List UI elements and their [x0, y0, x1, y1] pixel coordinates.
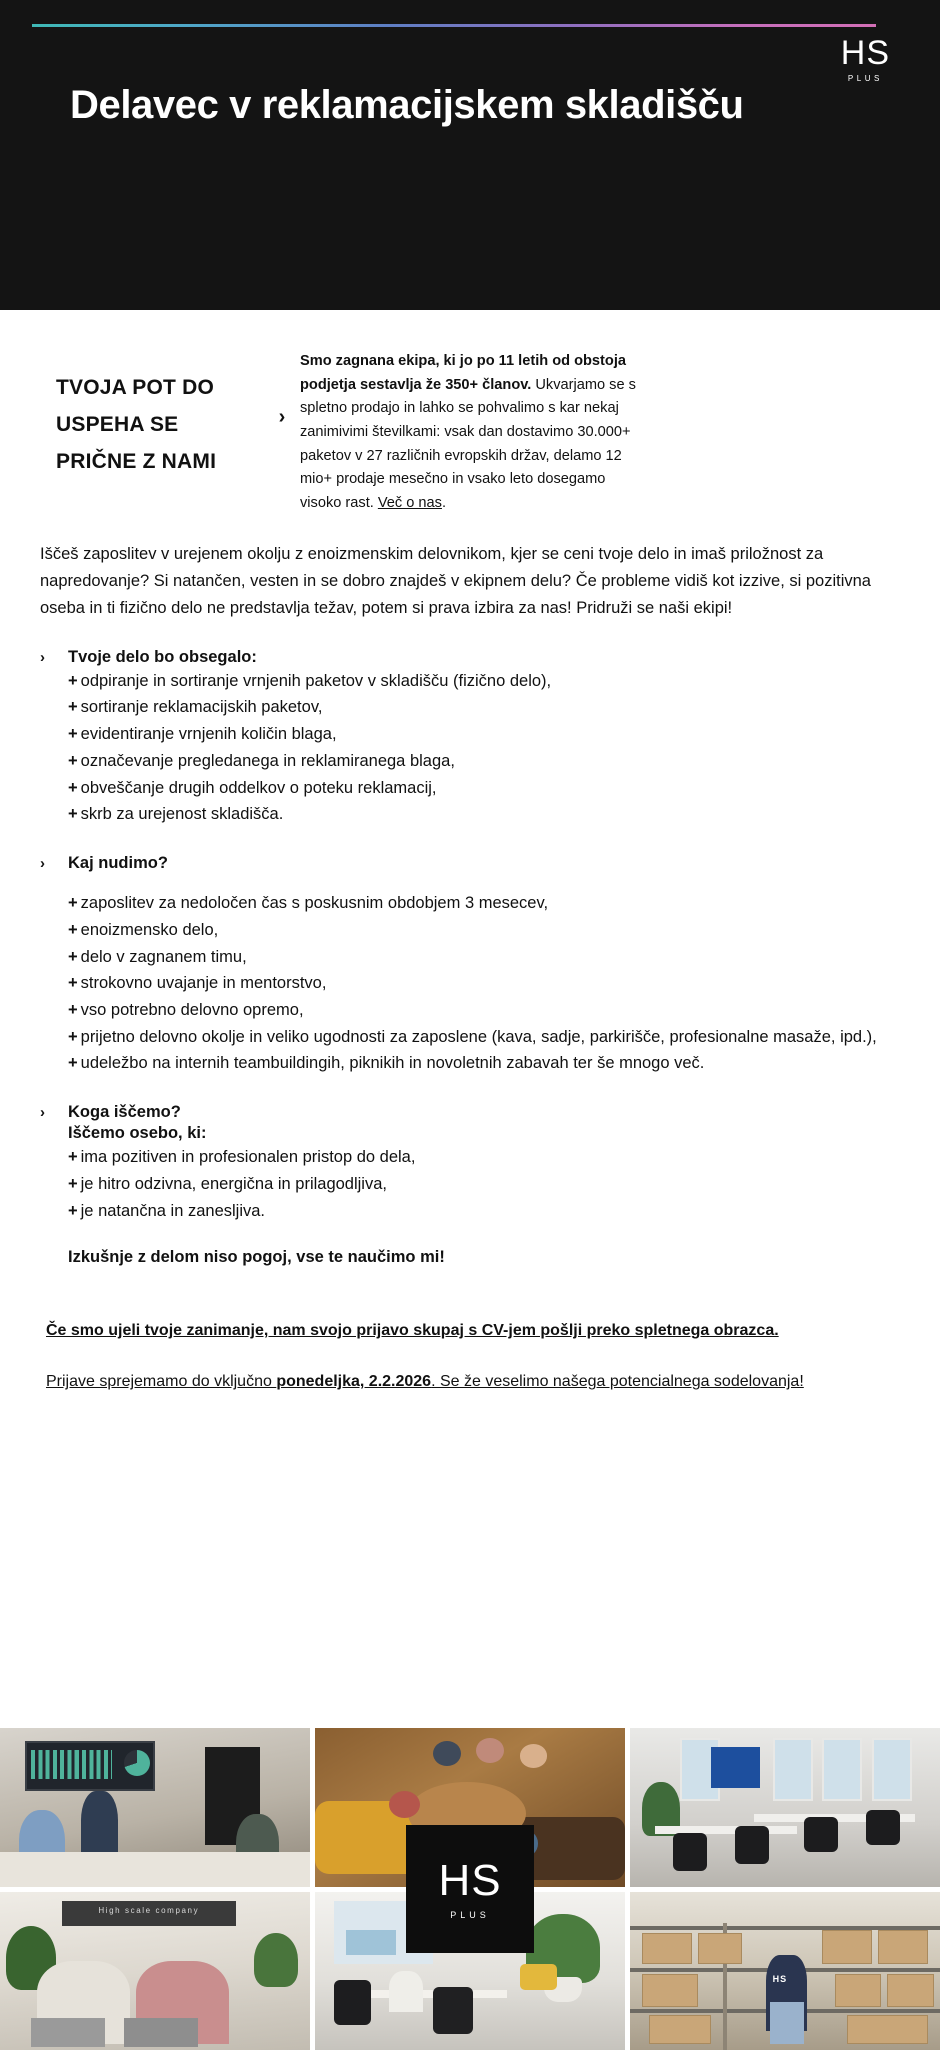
list-item — [68, 722, 900, 748]
logo-sub-text: PLUS — [847, 74, 883, 83]
plus-bullet-icon: + — [68, 1148, 78, 1167]
photo-gallery — [0, 1728, 940, 2050]
intro-lead-end: . — [441, 494, 447, 511]
list-item — [68, 1025, 900, 1051]
worker-jeans — [770, 2002, 804, 2043]
list-item-label: je natančna in zanesljiva. — [80, 1201, 266, 1220]
laptop — [31, 2018, 105, 2047]
intro-tagline: TVOJA POT DO USPEHA SE PRIČNE Z NAMI — [56, 376, 217, 473]
gallery-photo-team-meeting — [0, 1728, 310, 1887]
body-content — [0, 541, 940, 1395]
list-item-label: delo v zagnanem timu, — [80, 947, 247, 966]
plus-bullet-icon: + — [68, 974, 78, 993]
list-item-label: strokovno uvajanje in mentorstvo, — [80, 974, 327, 993]
deadline-prefix: Prijave sprejemamo do vključno — [46, 1373, 277, 1391]
office-chair — [866, 1810, 900, 1845]
list-item — [68, 1051, 900, 1077]
intro-section — [0, 310, 940, 515]
application-deadline[interactable] — [40, 1370, 900, 1395]
section-who-we-seek — [40, 1103, 900, 1224]
list-item — [68, 945, 900, 971]
cardboard-box — [835, 1974, 882, 2007]
cardboard-box — [878, 1930, 928, 1965]
intro-lead-bold: Smo zagnana ekipa, ki jo po 11 letih od obstoja podjetja sestavlja že 350+ članov. — [300, 353, 626, 393]
hoodie-logo-text: HS — [772, 1973, 788, 1984]
list-item — [68, 669, 900, 695]
deadline-date: ponedeljka, 2.2.2026 — [276, 1373, 432, 1391]
apply-cta-link[interactable]: Če smo ujeli tvoje zanimanje, nam svojo prijavo skupaj s CV-jem pošlji preko spletnega obrazca. — [46, 1322, 779, 1340]
chevron-right-icon: › — [278, 406, 286, 428]
cardboard-box — [847, 2015, 928, 2044]
chevron-right-icon: › — [40, 1104, 45, 1122]
person-silhouette — [476, 1738, 504, 1763]
bar-chart-icon — [31, 1750, 112, 1779]
laptop — [124, 2018, 198, 2047]
page-header — [0, 0, 940, 310]
list-item-label: je hitro odzivna, energična in prilagodljiva, — [80, 1174, 387, 1193]
list-item — [68, 749, 900, 775]
about-us-link[interactable]: Več o nas — [377, 494, 442, 511]
list-item-label: sortiranje reklamacijskih paketov, — [80, 698, 323, 717]
wall-display — [711, 1747, 761, 1788]
cardboard-box — [642, 1974, 698, 2007]
intro-lead-rest: Ukvarjamo se s spletno prodajo in lahko se pohvalimo s kar nekaj zanimivimi številkami: vsak dan dostavimo 30.000+ paketov v 27 različnih evropskih držav, delamo 12 mio+ prodaje mesečno in vsako leto dosegamo visoko rast. — [300, 376, 636, 511]
list-item — [68, 695, 900, 721]
cardboard-box — [642, 1933, 692, 1965]
plus-bullet-icon: + — [68, 1054, 78, 1073]
list-item — [68, 1172, 900, 1198]
list-item — [68, 891, 900, 917]
gallery-photo-warehouse — [630, 1892, 940, 2050]
list-item — [68, 971, 900, 997]
list-item-label: zaposlitev za nedoločen čas s poskusnim obdobjem 3 mesecev, — [80, 894, 549, 913]
intro-paragraph — [300, 348, 640, 515]
potted-plant — [254, 1933, 297, 1987]
deadline-suffix: . Se že veselimo našega potencialnega sodelovanja! — [431, 1373, 804, 1391]
window — [872, 1738, 912, 1801]
section-subheading: Iščemo osebo, ki: — [68, 1124, 207, 1143]
chevron-right-icon: › — [40, 648, 45, 666]
pie-chart-icon — [124, 1750, 150, 1776]
office-chair — [735, 1826, 769, 1864]
logo-sub-text: PLUS — [450, 1909, 490, 1920]
meeting-table — [0, 1852, 310, 1887]
list-item-label: vso potrebno delovno opremo, — [80, 1000, 304, 1019]
plus-bullet-icon: + — [68, 1000, 78, 1019]
gallery-center-logo — [406, 1825, 534, 1953]
list-item — [68, 998, 900, 1024]
office-chair — [334, 1980, 371, 2024]
list-item-label: odpiranje in sortiranje vrnjenih paketov v skladišču (fizično delo), — [80, 671, 552, 690]
person-silhouette — [389, 1971, 423, 2012]
plus-bullet-icon: + — [68, 1027, 78, 1046]
gallery-photo-open-office — [630, 1728, 940, 1887]
no-experience-statement: Izkušnje z delom niso pogoj, vse te naučimo mi! — [68, 1248, 445, 1267]
section-heading-label: Tvoje delo bo obsegalo: — [68, 647, 257, 666]
section-heading-offer — [40, 854, 900, 873]
list-item-label: evidentiranje vrnjenih količin blaga, — [80, 725, 337, 744]
plus-bullet-icon: + — [68, 698, 78, 717]
list-item — [68, 802, 900, 828]
chevron-right-icon: › — [40, 855, 45, 873]
office-chair — [673, 1833, 707, 1871]
list-item-label: ima pozitiven in profesionalen pristop do dela, — [80, 1148, 416, 1167]
list-item-label: označevanje pregledanega in reklamiranega blaga, — [80, 751, 455, 770]
list-item — [68, 918, 900, 944]
list-item — [68, 1145, 900, 1171]
gallery-photo-colleagues-laptops — [0, 1892, 310, 2050]
list-item — [68, 776, 900, 802]
list-item-label: obveščanje drugih oddelkov o poteku reklamacij, — [80, 778, 437, 797]
yellow-armchair — [520, 1964, 557, 1989]
section-heading-duties — [40, 648, 900, 667]
cardboard-box — [887, 1974, 934, 2007]
section-heading-label: Kaj nudimo? — [68, 854, 168, 873]
section-duties — [40, 648, 900, 828]
list-item-label: prijetno delovno okolje in veliko ugodnosti za zaposlene (kava, sadje, parkirišče, profesionalne masaže, ipd.), — [80, 1027, 877, 1046]
list-item-label: udeležbo na internih teambuildingih, piknikih in novoletnih zabavah ter še mnogo več. — [80, 1054, 705, 1073]
cardboard-box — [822, 1930, 872, 1965]
logo-mark-text: HS — [438, 1855, 502, 1905]
gradient-accent-rule — [32, 24, 876, 27]
window — [822, 1738, 862, 1801]
cardboard-box — [649, 2015, 711, 2044]
body-lead-paragraph: Iščeš zaposlitev v urejenem okolju z enoizmenskim delovnikom, kjer se ceni tvoje delo in imaš priložnost za napredovanje? Si natančen, vesten in se dobro znajdeš v ekipnem delu? Če probleme vidiš kot izzive, si pozitivna oseba in ti fizično delo ne predstavlja težav, potem si prava izbira za nas! Pridruži se naši ekipi! — [40, 545, 871, 617]
plus-bullet-icon: + — [68, 947, 78, 966]
page-title: Delavec v reklamacijskem skladišču — [70, 83, 744, 127]
list-item-label: skrb za urejenost skladišča. — [80, 805, 284, 824]
plus-bullet-icon: + — [68, 671, 78, 690]
logo-mark-text: HS — [840, 34, 890, 72]
plus-bullet-icon: + — [68, 1174, 78, 1193]
office-chair — [804, 1817, 838, 1852]
window — [773, 1738, 813, 1801]
duties-list — [40, 669, 900, 828]
list-item-label: enoizmensko delo, — [80, 920, 219, 939]
office-chair — [433, 1987, 473, 2035]
wall-art — [346, 1930, 396, 1955]
person-silhouette — [520, 1744, 548, 1768]
plus-bullet-icon: + — [68, 778, 78, 797]
plus-bullet-icon: + — [68, 920, 78, 939]
plus-bullet-icon: + — [68, 751, 78, 770]
plus-bullet-icon: + — [68, 725, 78, 744]
list-item — [68, 1199, 900, 1225]
plus-bullet-icon: + — [68, 805, 78, 824]
plus-bullet-icon: + — [68, 894, 78, 913]
section-offer — [40, 854, 900, 1077]
wall-sign-text: High scale company — [98, 1905, 200, 1915]
plus-bullet-icon: + — [68, 1201, 78, 1220]
section-heading-label: Koga iščemo? — [68, 1103, 181, 1122]
who-we-seek-list — [40, 1145, 900, 1224]
section-heading-who — [40, 1103, 900, 1122]
person-silhouette — [433, 1741, 461, 1766]
header-logo — [841, 36, 890, 83]
offer-list — [40, 891, 900, 1077]
cardboard-box — [698, 1933, 741, 1965]
